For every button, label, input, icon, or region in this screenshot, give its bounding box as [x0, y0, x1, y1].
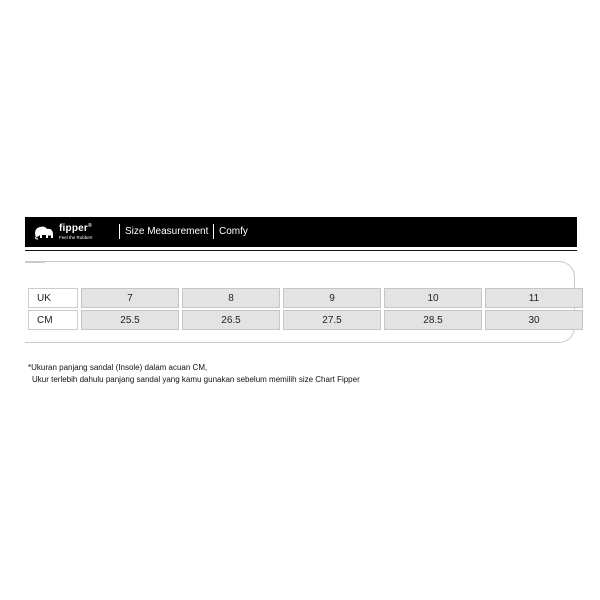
table-row-uk [28, 288, 586, 308]
table-cell: 7 [81, 288, 179, 308]
header-underline [25, 250, 577, 251]
table-frame-edge [25, 261, 45, 263]
brand-tagline: Feel the Rubber! [59, 235, 93, 240]
table-row-cm [28, 310, 586, 330]
table-cell: 27.5 [283, 310, 381, 330]
header-separator [119, 224, 120, 239]
note-line-2: Ukur terlebih dahulu panjang sandal yang kamu gunakan sebelum memilih size Chart Fipper [32, 375, 360, 384]
header-bar [25, 217, 577, 247]
row-label-cm: CM [28, 310, 78, 330]
brand-logo [25, 217, 115, 247]
brand-name-text: fipper [59, 223, 88, 234]
model-name: Comfy [219, 226, 248, 237]
note-line-1: *Ukuran panjang sandal (Insole) dalam acuan CM, [28, 363, 208, 372]
header-separator [213, 224, 214, 239]
table-cell: 30 [485, 310, 583, 330]
size-note [28, 362, 360, 386]
brand-mark: ® [87, 223, 92, 229]
table-cell: 26.5 [182, 310, 280, 330]
elephant-icon [33, 225, 55, 240]
table-cell: 9 [283, 288, 381, 308]
table-cell: 10 [384, 288, 482, 308]
table-cell: 11 [485, 288, 583, 308]
table-cell: 28.5 [384, 310, 482, 330]
section-title: Size Measurement [125, 226, 209, 237]
table-cell: 25.5 [81, 310, 179, 330]
brand-name [59, 223, 92, 234]
table-cell: 8 [182, 288, 280, 308]
row-label-uk: UK [28, 288, 78, 308]
